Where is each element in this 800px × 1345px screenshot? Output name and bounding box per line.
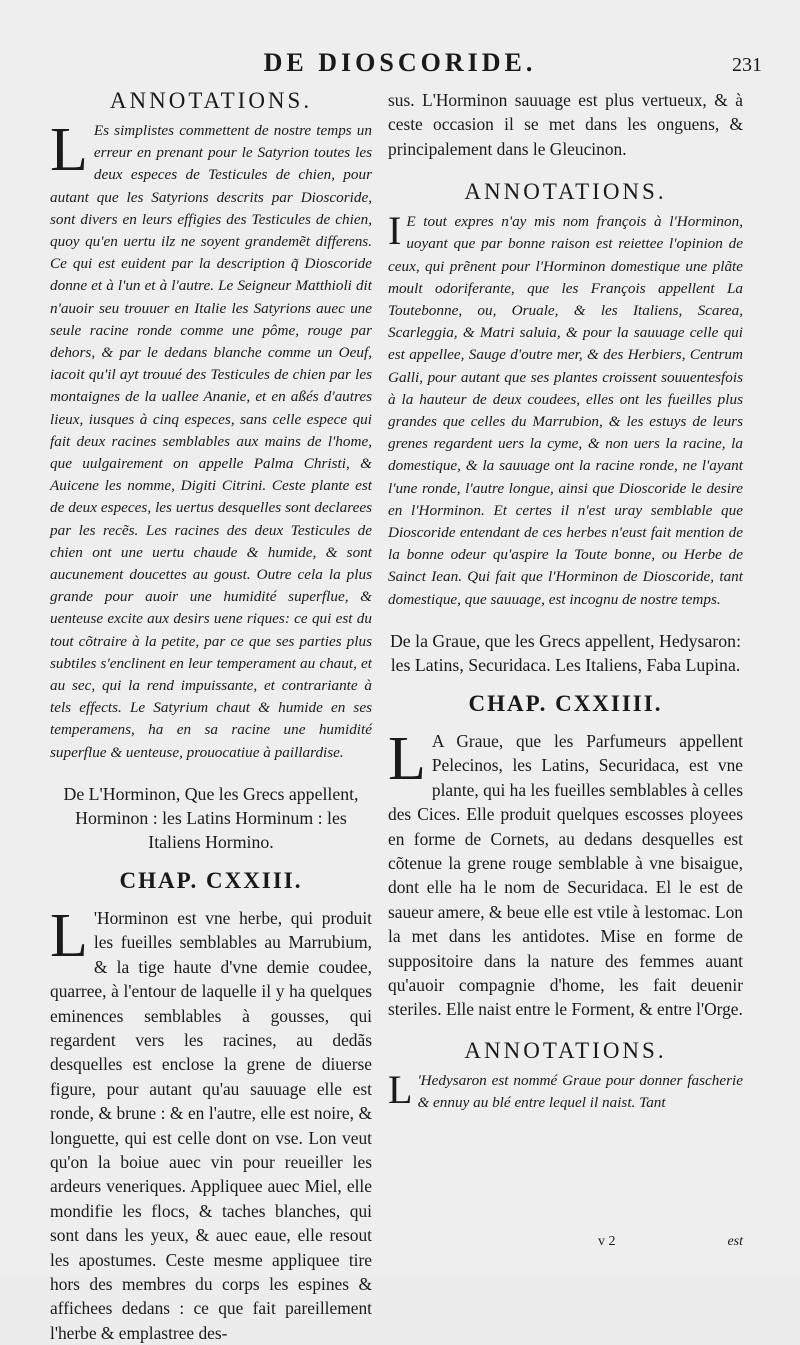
drop-cap: I: [388, 208, 402, 254]
annotations-paragraph-hedysaron: [388, 1066, 743, 1114]
chapter-paragraph-graue: [388, 724, 743, 1022]
annotations-text: E tout expres n'ay mis nom françois à l'Horminon, uoyant que par bonne raison est reiettee l'opinion de ceux, qui prẽnent pour l'Horminon domestique une plãte moult odoriferante, que les François appellent La Toutebonne, ou, Oruale, & les Italiens, Scarea, Scarleggia, & Matri saluia, & pour la sauuage celle qui est appellee, Sauge d'outre mer, & des Herbiers, Centrum Galli, pour autant que ses plantes croissent souuentesfois à la hauteur de deux coudees, elles ont les fueilles plus grandes que celles du Marrubion, & les estuys de leurs grenes regardent uers la cyme, & non uers la racine, la domestique, & la sauuage ont la racine ronde, ne l'ayant l'une ronde, l'autre longue, ainsi que Dioscoride le desire en l'Horminon. Et certes il n'est uray semblable que Dioscoride entendant de ces herbes n'eust fait mention de la bonne odeur qu'aspire la Toute bonne, ou Herbe de Sainct Iean. Qui fait que l'Horminon de Dioscoride, tant domestique, que sauuage, est incognu de nostre temps.: [388, 213, 743, 608]
chapter-paragraph-horminon: [50, 901, 372, 1345]
section-title-graue: De la Graue, que les Grecs appellent, Hedysaron: les Latins, Securidaca. Les Italiens, Faba Lupina.: [389, 630, 742, 675]
page-number: 231: [732, 54, 762, 76]
annotations-text: Es simplistes commettent de nostre temps un erreur en prenant pour le Satyrion toutes les deux especes de Testicules de chien, pour autant que les Satyrions descrits par Dioscoride, sont divers en leurs effigies des Testicules de chien, quoy qu'en uertu ilz ne soyent grandemẽt differens. Ce qui est euident par la description q̃ Dioscoride donne et à l'un et à l'autre. Le Seigneur Matthioli dit n'auoir seu trouuer en Italie les Satyrions auec une seule racine ronde comme une pôme, rouge par dehors, & par le dedans blanche comme un Oeuf, iacoit qu'il ayt trouué des Testicules de chien par les montaignes de la uallee Ananie, et en aßés d'autres lieux, iusques à cinq especes, sans celle espece qui fait deux racines semblables aux mains de l'home, que uulgairement on appelle Palma Christi, & Auicene les nomme, Digiti Citrini. Ceste plante est de deux especes, les uertus desquelles sont declarees par les recẽs. Les racines des deux Testicules de chien ont une uertu chaude & humide, & sont aucunement doucettes au goust. Outre cela la plus grande pour auoir une humidité superflue, & uenteuse excite aux desirs uene riques: ce qui est du tout cõtraire à la petite, par ce que ses parties plus subtiles s'enclinent en leur temperament au chaut, et au sec, qui la rend impuissante, et contrariante à tels effects. Le Satyrium chaut & humide en ses temperamens, ha en sa racine une humidité superflue & uenteuse, prouocatiue à paillardise.: [50, 122, 372, 761]
annotation-catch: Tant: [639, 1093, 666, 1111]
annotations-heading-right-2: ANNOTATIONS.: [464, 1037, 667, 1063]
chapter-text: A Graue, que les Parfumeurs appellent Pelecinos, les Latins, Securidaca, est vne plante, qui ha les fueilles semblables à celles des Cices. Elle produit quelques escosses ployees en forme de Cornets, au dedans desquelles est cõtenue la grene rouge semblable à vne bisaigue, dont elle ha le nom de Securidaca. El le est de saueur amere, & beue elle est vtile à lestomac. Lon la met dans les antidotes. Mise en forme de suppositoire dans la nature des femmes auant qu'auoir compagnie d'home, les fait deuenir steriles. Elle naist entre le Forment, & entre l'Orge.: [388, 730, 743, 1020]
catchword: est: [727, 1234, 743, 1249]
drop-cap: L: [388, 1066, 413, 1112]
annotations-heading-left: ANNOTATIONS.: [109, 88, 313, 113]
signature-mark: v 2: [598, 1234, 616, 1249]
annotations-text: 'Hedysaron est nommé Graue pour donner fascherie & ennuy au blé entre lequel il naist.: [417, 1071, 743, 1111]
right-column: [388, 88, 743, 1114]
running-head: DE DIOSCORIDE.: [263, 48, 537, 77]
drop-cap: L: [50, 116, 88, 184]
left-column: [50, 88, 372, 1345]
drop-cap: L: [388, 724, 426, 793]
chapter-heading-cxxiiii: CHAP. CXXIIII.: [468, 690, 663, 716]
annotations-paragraph-horminon: [388, 208, 743, 611]
chapter-text: 'Horminon est vne herbe, qui produit les fueilles semblables au Marrubium, & la tige haute d'vne demie coudee, quarree, à l'entour de laquelle il y ha quelques eminences semblables à gousses, qui regardent vers les racines, au dedãs desquelles est enclose la grene de diuerse figure, pour autant qu'au sauuage elle est ronde, & brune : & en l'autre, elle est noire, & longuette, qui est celle dont on vse. Lon veut qu'on la boiue auec vin pour reueiller les ardeurs veneriques. Appliquee auec Miel, elle mondifie les flocs, & taches blanches, qui sont dans les yeux, & auec eaue, elle resout les apostumes. Ceste mesme appliquee tire hors des membres du corps les espines & affichees dedans : ce que fait pareillement l'herbe & emplastree des-: [50, 907, 372, 1343]
chapter-heading-cxxiii: CHAP. CXXIII.: [119, 867, 303, 893]
continuation-paragraph: sus. L'Horminon sauuage est plus vertueux, & à ceste occasion il se met dans les onguens, & principalement dans le Gleucinon.: [388, 90, 743, 159]
annotations-paragraph-satyrion: [50, 116, 372, 764]
annotations-heading-right: ANNOTATIONS.: [464, 179, 667, 205]
section-title-horminon: De L'Horminon, Que les Grecs appellent, Horminon : les Latins Horminum : les Italiens Hormino.: [63, 783, 359, 852]
drop-cap: L: [50, 901, 88, 970]
